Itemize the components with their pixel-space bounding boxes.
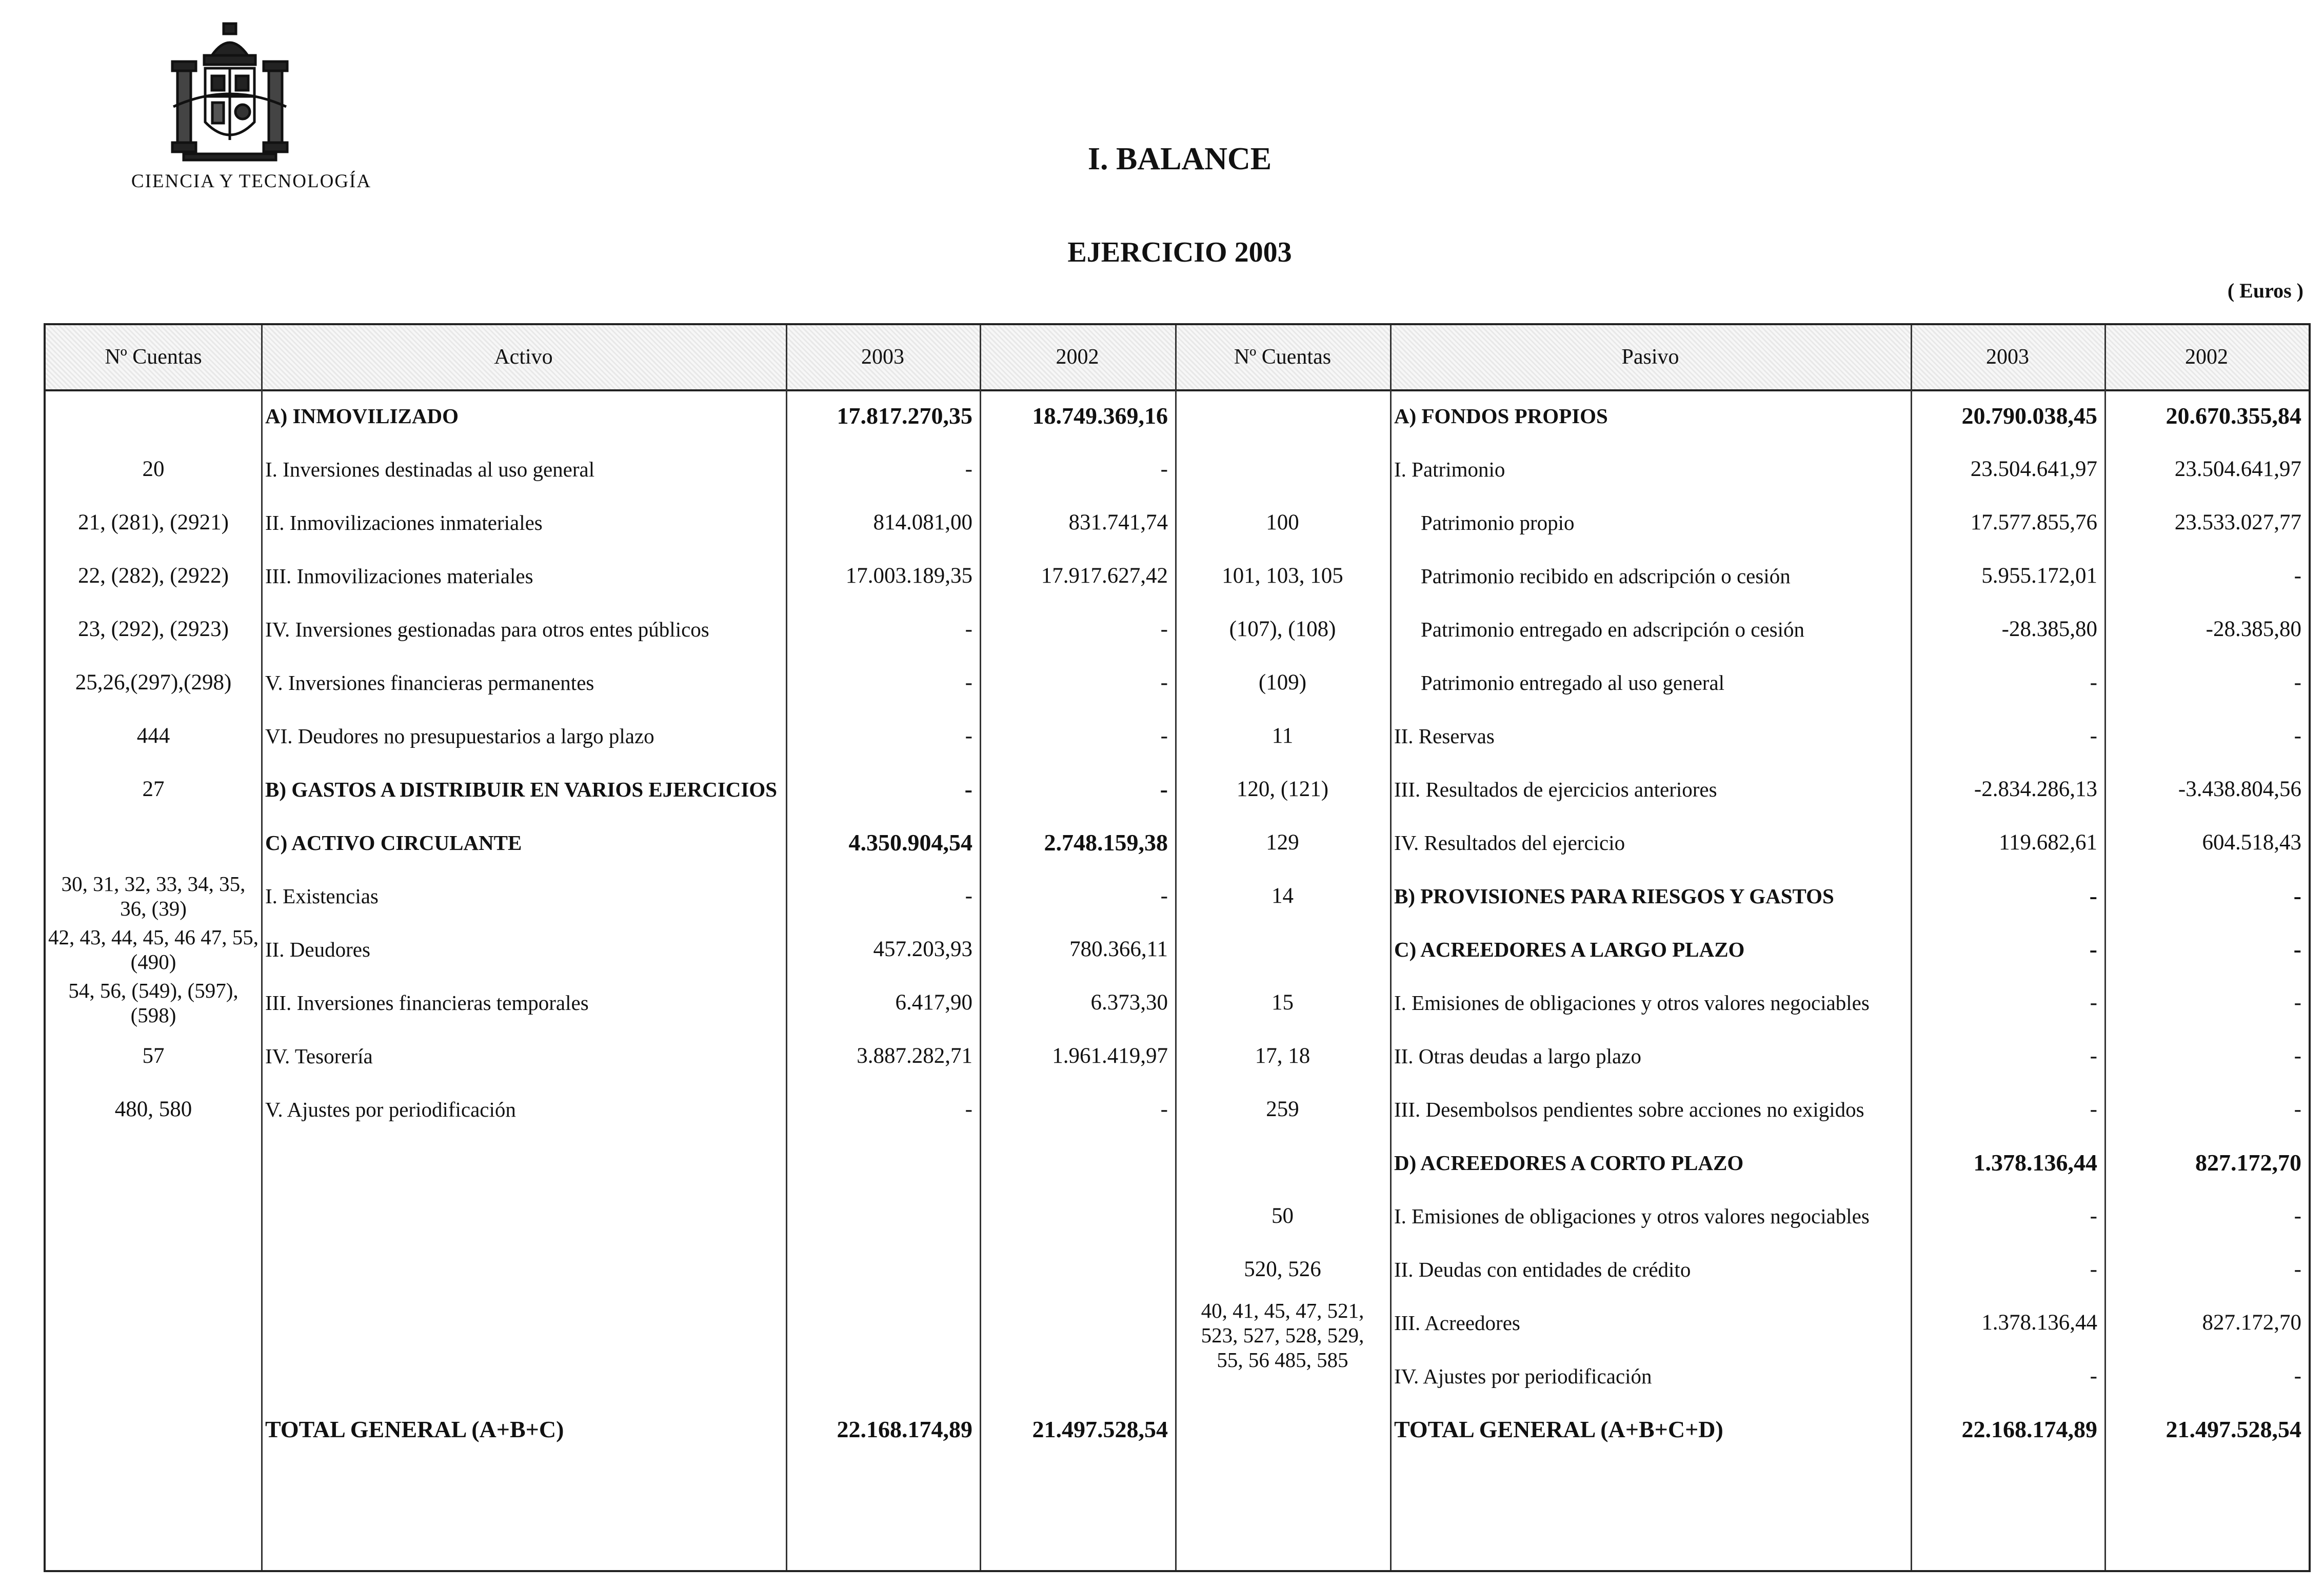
pasivo-total-2002: 21.497.528,54 <box>2166 1416 2301 1442</box>
pasivo-2003: 20.790.038,45 <box>1961 403 2097 429</box>
activo-2002: 18.749.369,16 <box>1032 403 1168 429</box>
pasivo-concepto: I. Emisiones de obligaciones y otros valores negociables <box>1394 991 1870 1015</box>
pasivo-2003: - <box>2089 936 2097 962</box>
activo-2002: - <box>1160 724 1168 748</box>
activo-2003: - <box>965 724 972 748</box>
activo-2003: 17.003.189,35 <box>845 564 972 588</box>
activo-concepto: VI. Deudores no presupuestarios a largo plazo <box>265 724 654 748</box>
activo-2003: 457.203,93 <box>873 937 972 961</box>
activo-concepto: C) ACTIVO CIRCULANTE <box>265 831 522 855</box>
pasivo-2003: 1.378.136,44 <box>1981 1311 2097 1335</box>
activo-concepto: III. Inversiones financieras temporales <box>265 991 589 1015</box>
pasivo-cuentas <box>1175 923 1390 976</box>
activo-cuentas: 444 <box>136 724 170 748</box>
pasivo-cuentas: 259 <box>1266 1097 1299 1121</box>
pasivo-cuentas: 11 <box>1272 724 1294 748</box>
activo-2002: - <box>1160 884 1168 908</box>
pasivo-concepto: A) FONDOS PROPIOS <box>1394 404 1608 428</box>
pasivo-2003: -28.385,80 <box>2001 617 2097 641</box>
pasivo-2003: - <box>2090 1097 2097 1121</box>
pasivo-2003: - <box>2090 1044 2097 1068</box>
header-pasivo: Pasivo <box>1621 345 1679 369</box>
activo-concepto: B) GASTOS A DISTRIBUIR EN VARIOS EJERCICIOS <box>265 778 778 801</box>
pasivo-concepto: B) PROVISIONES PARA RIESGOS Y GASTOS <box>1394 884 1834 908</box>
pasivo-concepto: II. Otras deudas a largo plazo <box>1394 1044 1641 1068</box>
activo-2003: - <box>965 670 972 695</box>
activo-concepto: II. Inmovilizaciones inmateriales <box>265 511 543 534</box>
activo-2002: 1.961.419,97 <box>1052 1044 1168 1068</box>
activo-cuentas: 42, 43, 44, 45, 46 47, 55, (490) <box>48 925 259 974</box>
pasivo-2003: - <box>2090 1364 2097 1388</box>
activo-concepto: IV. Tesorería <box>265 1044 373 1068</box>
pasivo-2002: - <box>2294 670 2301 695</box>
pasivo-2002: - <box>2294 724 2301 748</box>
pasivo-2003: 23.504.641,97 <box>1970 457 2097 481</box>
activo-total-concepto: TOTAL GENERAL (A+B+C) <box>265 1416 564 1442</box>
pasivo-2002: - <box>2294 990 2301 1015</box>
pasivo-concepto: IV. Ajustes por periodificación <box>1394 1364 1652 1388</box>
activo-concepto: A) INMOVILIZADO <box>265 404 459 428</box>
pasivo-2002: - <box>2294 1364 2301 1388</box>
pasivo-cuentas: 14 <box>1272 884 1294 908</box>
pasivo-concepto: II. Deudas con entidades de crédito <box>1394 1258 1691 1281</box>
activo-cuentas: 54, 56, (549), (597), (598) <box>68 979 239 1027</box>
pasivo-concepto: III. Desembolsos pendientes sobre acciones no exigidos <box>1394 1098 1864 1121</box>
activo-total-2003: 22.168.174,89 <box>837 1416 972 1442</box>
pasivo-total-concepto: TOTAL GENERAL (A+B+C+D) <box>1394 1416 1723 1442</box>
pasivo-2003: 119.682,61 <box>1999 830 2097 855</box>
activo-2003: - <box>964 776 972 802</box>
pasivo-concepto: Patrimonio entregado en adscripción o cesión <box>1421 618 1805 641</box>
pasivo-cuentas: (109) <box>1258 670 1307 695</box>
activo-2003: 6.417,90 <box>895 990 972 1015</box>
activo-total-2002: 21.497.528,54 <box>1032 1416 1168 1442</box>
ministry-name: CIENCIA Y TECNOLOGÍA <box>131 171 372 192</box>
activo-2002: 2.748.159,38 <box>1044 829 1168 856</box>
activo-cuentas: 27 <box>142 777 165 801</box>
pasivo-concepto: D) ACREEDORES A CORTO PLAZO <box>1394 1151 1744 1175</box>
header-2002-pasivo: 2002 <box>2185 345 2228 369</box>
pasivo-2002: 20.670.355,84 <box>2166 403 2301 429</box>
activo-2002: 831.741,74 <box>1068 510 1168 534</box>
pasivo-2003: 17.577.855,76 <box>1970 510 2097 534</box>
pasivo-2003: - <box>2090 1257 2097 1281</box>
header-2003-activo: 2003 <box>861 345 904 369</box>
pasivo-concepto: C) ACREEDORES A LARGO PLAZO <box>1394 938 1745 961</box>
activo-cuentas: 21, (281), (2921) <box>78 510 229 534</box>
header-cuentas-pasivo: Nº Cuentas <box>1234 345 1332 369</box>
pasivo-concepto: Patrimonio entregado al uso general <box>1421 671 1725 695</box>
pasivo-total-2003: 22.168.174,89 <box>1961 1416 2097 1442</box>
activo-concepto: II. Deudores <box>265 938 370 961</box>
pasivo-2002: 827.172,70 <box>2195 1149 2301 1176</box>
activo-concepto: III. Inmovilizaciones materiales <box>265 564 533 588</box>
activo-2002: 780.366,11 <box>1069 937 1168 961</box>
pasivo-concepto: I. Emisiones de obligaciones y otros valores negociables <box>1394 1204 1870 1228</box>
activo-2002: 17.917.627,42 <box>1041 564 1168 588</box>
pasivo-2002: 604.518,43 <box>2202 830 2301 855</box>
activo-2002: - <box>1160 457 1168 481</box>
pasivo-cuentas: 50 <box>1272 1204 1294 1228</box>
pasivo-2002: - <box>2294 1097 2301 1121</box>
pasivo-cuentas: 15 <box>1272 990 1294 1015</box>
activo-2003: - <box>965 457 972 481</box>
pasivo-2003: 5.955.172,01 <box>1981 564 2097 588</box>
pasivo-concepto: IV. Resultados del ejercicio <box>1394 831 1625 855</box>
pasivo-2003: - <box>2090 990 2097 1015</box>
activo-concepto: IV. Inversiones gestionadas para otros entes públicos <box>265 618 709 641</box>
pasivo-concepto: Patrimonio recibido en adscripción o cesión <box>1421 564 1791 588</box>
activo-cuentas <box>46 816 261 869</box>
pasivo-2002: - <box>2294 1204 2301 1228</box>
activo-2003: 814.081,00 <box>873 510 972 534</box>
spain-coat-of-arms-logo <box>163 19 296 163</box>
activo-2002: - <box>1160 776 1168 802</box>
pasivo-2002: -3.438.804,56 <box>2178 777 2301 801</box>
activo-2003: 3.887.282,71 <box>857 1044 972 1068</box>
activo-2003: - <box>965 884 972 908</box>
pasivo-2002: - <box>2293 936 2301 962</box>
activo-cuentas: 25,26,(297),(298) <box>75 670 232 695</box>
activo-2003: 4.350.904,54 <box>848 829 972 856</box>
activo-cuentas: 20 <box>142 457 165 481</box>
pasivo-concepto: III. Acreedores <box>1394 1311 1520 1335</box>
pasivo-2003: - <box>2090 1204 2097 1228</box>
activo-2002: - <box>1160 617 1168 641</box>
header-2002-activo: 2002 <box>1056 345 1099 369</box>
page-title: I. BALANCE <box>1087 142 1272 176</box>
pasivo-cuentas: (107), (108) <box>1229 617 1336 641</box>
activo-concepto: I. Existencias <box>265 884 379 908</box>
pasivo-concepto: II. Reservas <box>1394 724 1495 748</box>
activo-cuentas: 22, (282), (2922) <box>78 564 229 588</box>
activo-2003: 17.817.270,35 <box>837 403 972 429</box>
activo-cuentas: 480, 580 <box>114 1097 192 1121</box>
pasivo-concepto: Patrimonio propio <box>1421 511 1575 534</box>
balance-table <box>44 323 2311 1572</box>
pasivo-cuentas: 100 <box>1266 510 1299 534</box>
pasivo-2002: - <box>2294 564 2301 588</box>
pasivo-cuentas: 120, (121) <box>1236 777 1329 801</box>
activo-2002: 6.373,30 <box>1090 990 1168 1015</box>
activo-cuentas: 23, (292), (2923) <box>78 617 229 641</box>
pasivo-2003: - <box>2090 670 2097 695</box>
pasivo-concepto: III. Resultados de ejercicios anteriores <box>1394 778 1717 801</box>
pasivo-cuentas <box>1175 1136 1390 1189</box>
pasivo-2002: -28.385,80 <box>2206 617 2301 641</box>
activo-2002: - <box>1160 670 1168 695</box>
header-activo: Activo <box>494 345 553 369</box>
pasivo-concepto: I. Patrimonio <box>1394 458 1505 481</box>
activo-concepto: I. Inversiones destinadas al uso general <box>265 458 595 481</box>
pasivo-2002: - <box>2293 883 2301 909</box>
pasivo-2002: - <box>2294 1044 2301 1068</box>
header-2003-pasivo: 2003 <box>1986 345 2029 369</box>
activo-cuentas: 57 <box>142 1044 165 1068</box>
pasivo-2002: 23.504.641,97 <box>2174 457 2301 481</box>
activo-2003: - <box>965 617 972 641</box>
pasivo-2002: 827.172,70 <box>2202 1311 2301 1335</box>
activo-concepto: V. Inversiones financieras permanentes <box>265 671 594 695</box>
activo-concepto: V. Ajustes por periodificación <box>265 1098 516 1121</box>
header-cuentas-activo: Nº Cuentas <box>105 345 202 369</box>
units-label: ( Euros ) <box>2227 279 2303 302</box>
pasivo-2003: - <box>2089 883 2097 909</box>
pasivo-acreedores-cuentas: 40, 41, 45, 47, 521, 523, 527, 528, 529, 55, 56 485, 585 <box>1201 1298 1364 1372</box>
pasivo-2003: 1.378.136,44 <box>1973 1149 2097 1176</box>
pasivo-cuentas: 520, 526 <box>1244 1257 1321 1281</box>
pasivo-2003: -2.834.286,13 <box>1974 777 2097 801</box>
pasivo-cuentas <box>1175 443 1390 496</box>
activo-cuentas <box>46 389 261 443</box>
pasivo-2002: 23.533.027,77 <box>2174 510 2301 534</box>
activo-2003: - <box>965 1097 972 1121</box>
activo-2002: - <box>1160 1097 1168 1121</box>
pasivo-cuentas <box>1175 389 1390 443</box>
pasivo-cuentas: 129 <box>1266 830 1299 855</box>
activo-cuentas: 30, 31, 32, 33, 34, 35, 36, (39) <box>61 872 246 920</box>
page-subtitle: EJERCICIO 2003 <box>1067 236 1292 268</box>
pasivo-cuentas: 101, 103, 105 <box>1222 564 1343 588</box>
pasivo-2002: - <box>2294 1257 2301 1281</box>
pasivo-2003: - <box>2090 724 2097 748</box>
pasivo-cuentas: 17, 18 <box>1255 1044 1310 1068</box>
